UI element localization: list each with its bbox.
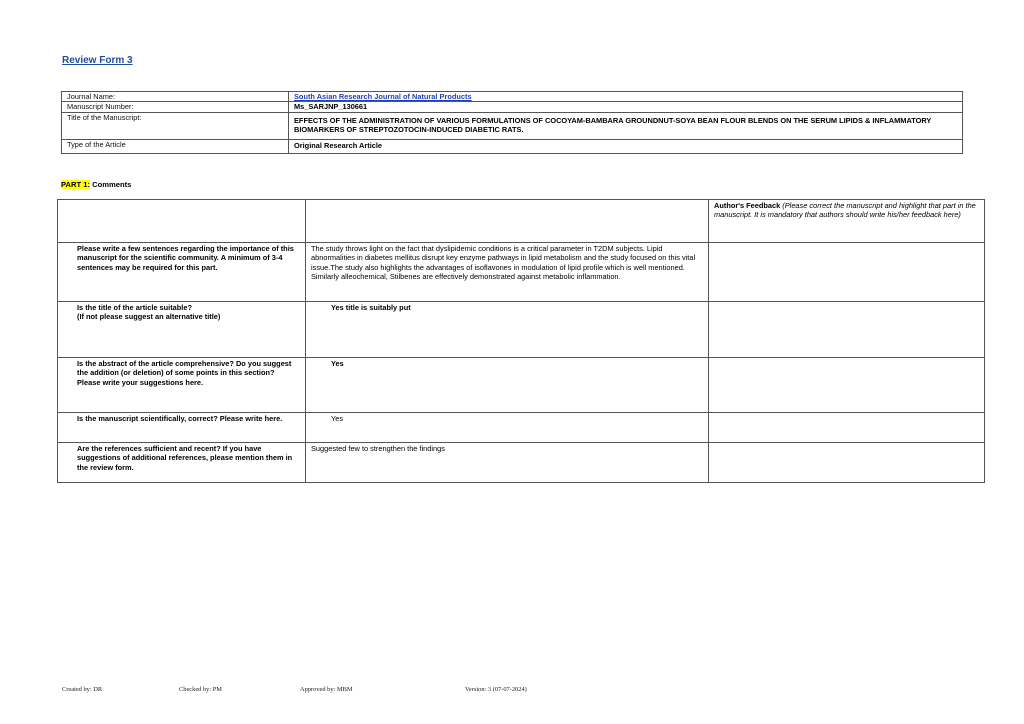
question-cell: Is the title of the article suitable? (If not please suggest an alternative title): [58, 302, 306, 358]
answer-cell[interactable]: [306, 413, 709, 443]
comment-row-abstract: [58, 358, 985, 413]
journal-label: Journal Name:: [62, 92, 289, 102]
journal-row: [62, 92, 963, 102]
manuscript-title-value: EFFECTS OF THE ADMINISTRATION OF VARIOUS FORMULATIONS OF COCOYAM-BAMBARA GROUNDNUT-SOYA BEAN FLOUR BLENDS ON THE SERUM LIPIDS & INFLAMMATORY BIOMARKERS OF STREPTOZOTOCIN-INDUCED DIABETIC RATS.: [289, 112, 963, 139]
answer-text: Yes: [331, 359, 344, 368]
comment-row-title: [58, 302, 985, 358]
footer-version: Version: 3 (07-07-2024): [465, 686, 527, 693]
author-feedback-cell[interactable]: [709, 243, 985, 302]
header-answer-cell: [306, 200, 709, 243]
answer-text: Yes title is suitably put: [331, 303, 411, 312]
question-cell: Are the references sufficient and recent? If you have suggestions of additional references, please mention them in the review form.: [58, 443, 306, 483]
author-feedback-cell[interactable]: [709, 358, 985, 413]
footer-created-by: Created by: DR: [62, 686, 103, 693]
comment-row-importance: [58, 243, 985, 302]
feedback-header-bold: Author's Feedback: [714, 201, 781, 210]
author-feedback-header: [709, 200, 985, 243]
manuscript-number-row: [62, 102, 963, 112]
feedback-header-italic: (Please correct the manuscript and highlight that part in the manuscript. It is mandatory that authors should write his/her feedback here): [714, 201, 976, 220]
answer-cell[interactable]: [306, 358, 709, 413]
author-feedback-cell[interactable]: [709, 302, 985, 358]
article-type-row: [62, 139, 963, 153]
comment-row-references: [58, 443, 985, 483]
comments-table: [57, 199, 985, 483]
manuscript-number-value: Ms_SARJNP_130661: [289, 102, 963, 112]
question-cell: Is the manuscript scientifically, correct? Please write here.: [58, 413, 306, 443]
manuscript-title-row: [62, 112, 963, 139]
form-title: Review Form 3: [62, 55, 133, 66]
answer-cell[interactable]: Suggested few to strengthen the findings: [306, 443, 709, 483]
part1-suffix: Comments: [89, 180, 132, 189]
question-cell: Is the abstract of the article comprehensive? Do you suggest the addition (or deletion) of some points in this section? Please write your suggestions here.: [58, 358, 306, 413]
part1-label: PART 1:: [61, 180, 90, 189]
answer-cell[interactable]: The study throws light on the fact that dyslipidemic conditions is a critical parameter in T2DM subjects. Lipid abnormalities in diabetes mellitus disrupt key enzyme pathways in lipid metabolism and the study focused on this vital issue.The study also highlights the advantages of isoflavones in modulation of lipid profile which is well mentioned. Similarly alleochemical, Stilbenes are effectively demonstrated against metabolic inflammation.: [306, 243, 709, 302]
header-question-cell: [58, 200, 306, 243]
author-feedback-cell[interactable]: [709, 413, 985, 443]
footer-approved-by: Approved by: MBM: [300, 686, 353, 693]
author-feedback-cell[interactable]: [709, 443, 985, 483]
footer-checked-by: Checked by: PM: [179, 686, 222, 693]
article-type-value: Original Research Article: [289, 139, 963, 153]
comment-row-scientific: [58, 413, 985, 443]
journal-value: [289, 92, 963, 102]
question-cell: Please write a few sentences regarding the importance of this manuscript for the scientific community. A minimum of 3-4 sentences may be required for this part.: [58, 243, 306, 302]
manuscript-title-label: Title of the Manuscript:: [62, 112, 289, 139]
answer-text: Yes: [331, 414, 344, 423]
answer-cell[interactable]: [306, 302, 709, 358]
comments-header-row: [58, 200, 985, 243]
manuscript-number-label: Manuscript Number:: [62, 102, 289, 112]
part1-heading: [61, 180, 131, 189]
manuscript-info-table: [61, 91, 963, 154]
article-type-label: Type of the Article: [62, 139, 289, 153]
journal-link[interactable]: South Asian Research Journal of Natural Products: [294, 92, 472, 101]
